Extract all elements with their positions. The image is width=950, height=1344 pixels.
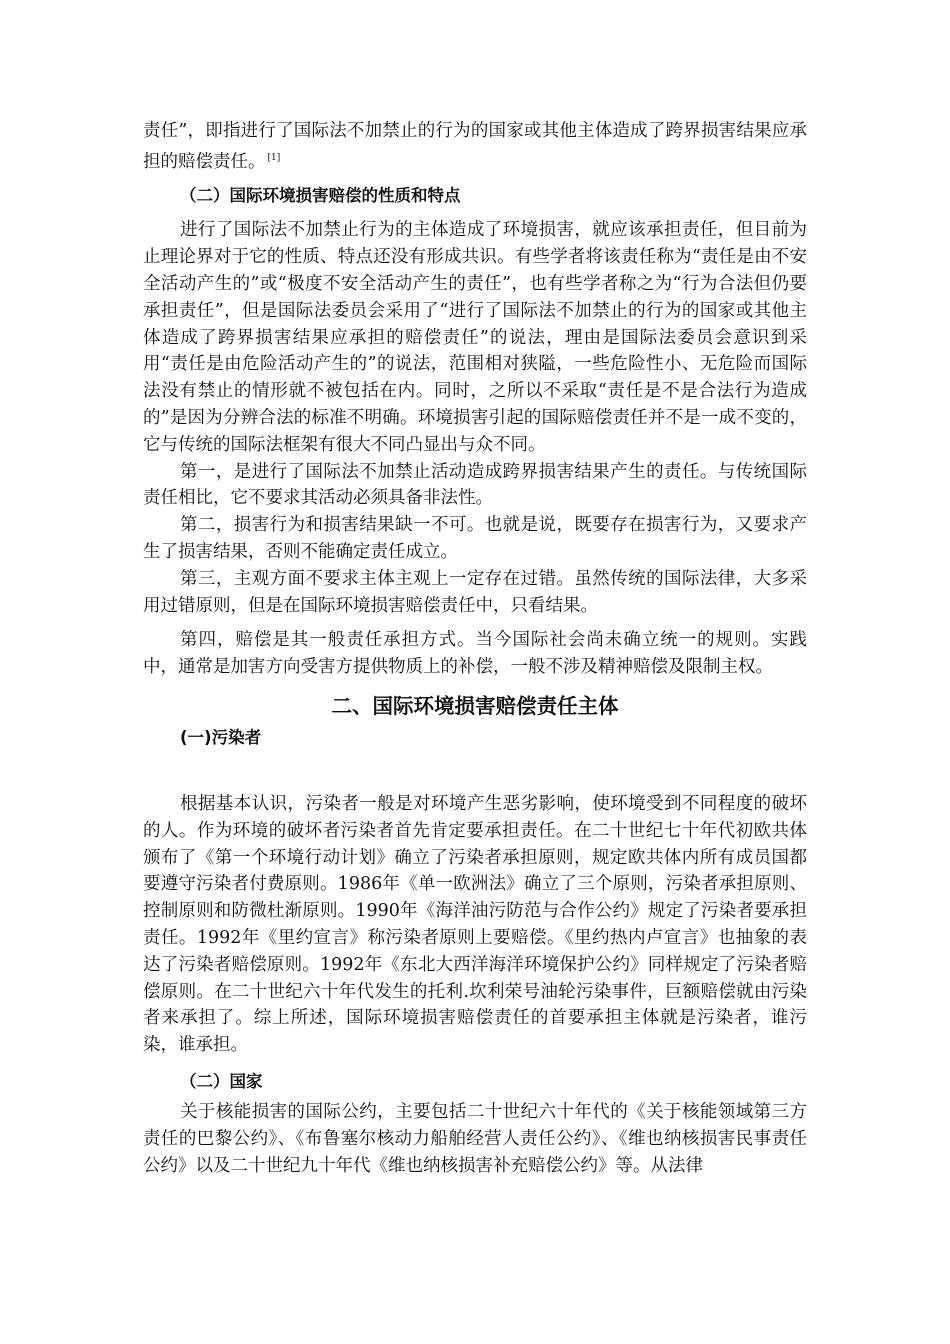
subsection-heading-polluter: (一)污染者	[180, 727, 262, 747]
body-paragraph: 根据基本认识，污染者一般是对环境产生恶劣影响，使环境受到不同程度的破坏的人。作为环境的破坏者污染者首先肯定要承担责任。在二十世纪七十年代初欧共体颁布了《第一个环境行动计划》确立了污染者承担原则，规定欧共体内所有成员国都要遵守污染者付费原则。1986年《单一欧洲法》确立了三个原则，污染者承担原则、控制原则和防微杜渐原则。1990年《海洋油污防范与合作公约》规定了污染者要承担责任。1992年《里约宣言》称污染者原则上要赔偿。《里约热内卢宣言》也抽象的表达了污染者赔偿原则。1992年《东北大西洋海洋环境保护公约》同样规定了污染者赔偿原则。在二十世纪六十年代发生的托利.坎利荣号油轮污染事件，巨额赔偿就由污染者来承担了。综上所述，国际环境损害赔偿责任的首要承担主体就是污染者，谁污染，谁承担。	[143, 793, 807, 1056]
footnote-reference[interactable]: [1]	[267, 152, 281, 163]
subsection-heading-nature: （二）国际环境损害赔偿的性质和特点	[180, 186, 461, 206]
body-paragraph: 进行了国际法不加禁止行为的主体造成了环境损害，就应该承担责任，但目前为止理论界对于它的性质、特点还没有形成共识。有些学者将该责任称为“责任是由不安全活动产生的”或“极度不安全活动产生的责任”，也有些学者称之为“行为合法但仍要承担责任”，但是国际法委员会采用了“进行了国际法不加禁止的行为的国家或其他主体造成了跨界损害结果应承担的赔偿责任”的说法，理由是国际法委员会意识到采用“责任是由危险活动产生的”的说法，范围相对狭隘，一些危险性小、无危险而国际法没有禁止的情形就不被包括在内。同时，之所以不采取“责任是不是合法行为造成的”是因为分辨合法的标准不明确。环境损害引起的国际赔偿责任并不是一成不变的，它与传统的国际法框架有很大不同凸显出与众不同。	[143, 220, 807, 455]
subsection-heading-state: （二）国家	[180, 1071, 263, 1091]
body-paragraph: 关于核能损害的国际公约，主要包括二十世纪六十年代的《关于核能领域第三方责任的巴黎公约》、《布鲁塞尔核动力船舶经营人责任公约》、《维也纳核损害民事责任公约》以及二十世纪九十年代《维也纳核损害补充赔偿公约》等。从法律	[143, 1101, 807, 1176]
section-heading: 二、国际环境损害赔偿责任主体	[331, 693, 619, 718]
body-paragraph: 第一，是进行了国际法不加禁止活动造成跨界损害结果产生的责任。与传统国际责任相比，它不要求其活动必须具备非法性。	[143, 461, 807, 509]
body-paragraph: 第三，主观方面不要求主体主观上一定存在过错。虽然传统的国际法律，大多采用过错原则，但是在国际环境损害赔偿责任中，只看结果。	[143, 568, 807, 616]
document-page	[143, 118, 807, 1179]
body-paragraph: 第二，损害行为和损害结果缺一不可。也就是说，既要存在损害行为，又要求产生了损害结果，否则不能确定责任成立。	[143, 515, 807, 562]
intro-text: 责任”，即指进行了国际法不加禁止的行为的国家或其他主体造成了跨界损害结果应承担的赔偿责任。	[143, 121, 807, 172]
intro-paragraph	[143, 118, 807, 175]
body-paragraph: 第四，赔偿是其一般责任承担方式。当今国际社会尚未确立统一的规则。实践中，通常是加害方向受害方提供物质上的补偿，一般不涉及精神赔偿及限制主权。	[143, 630, 807, 678]
